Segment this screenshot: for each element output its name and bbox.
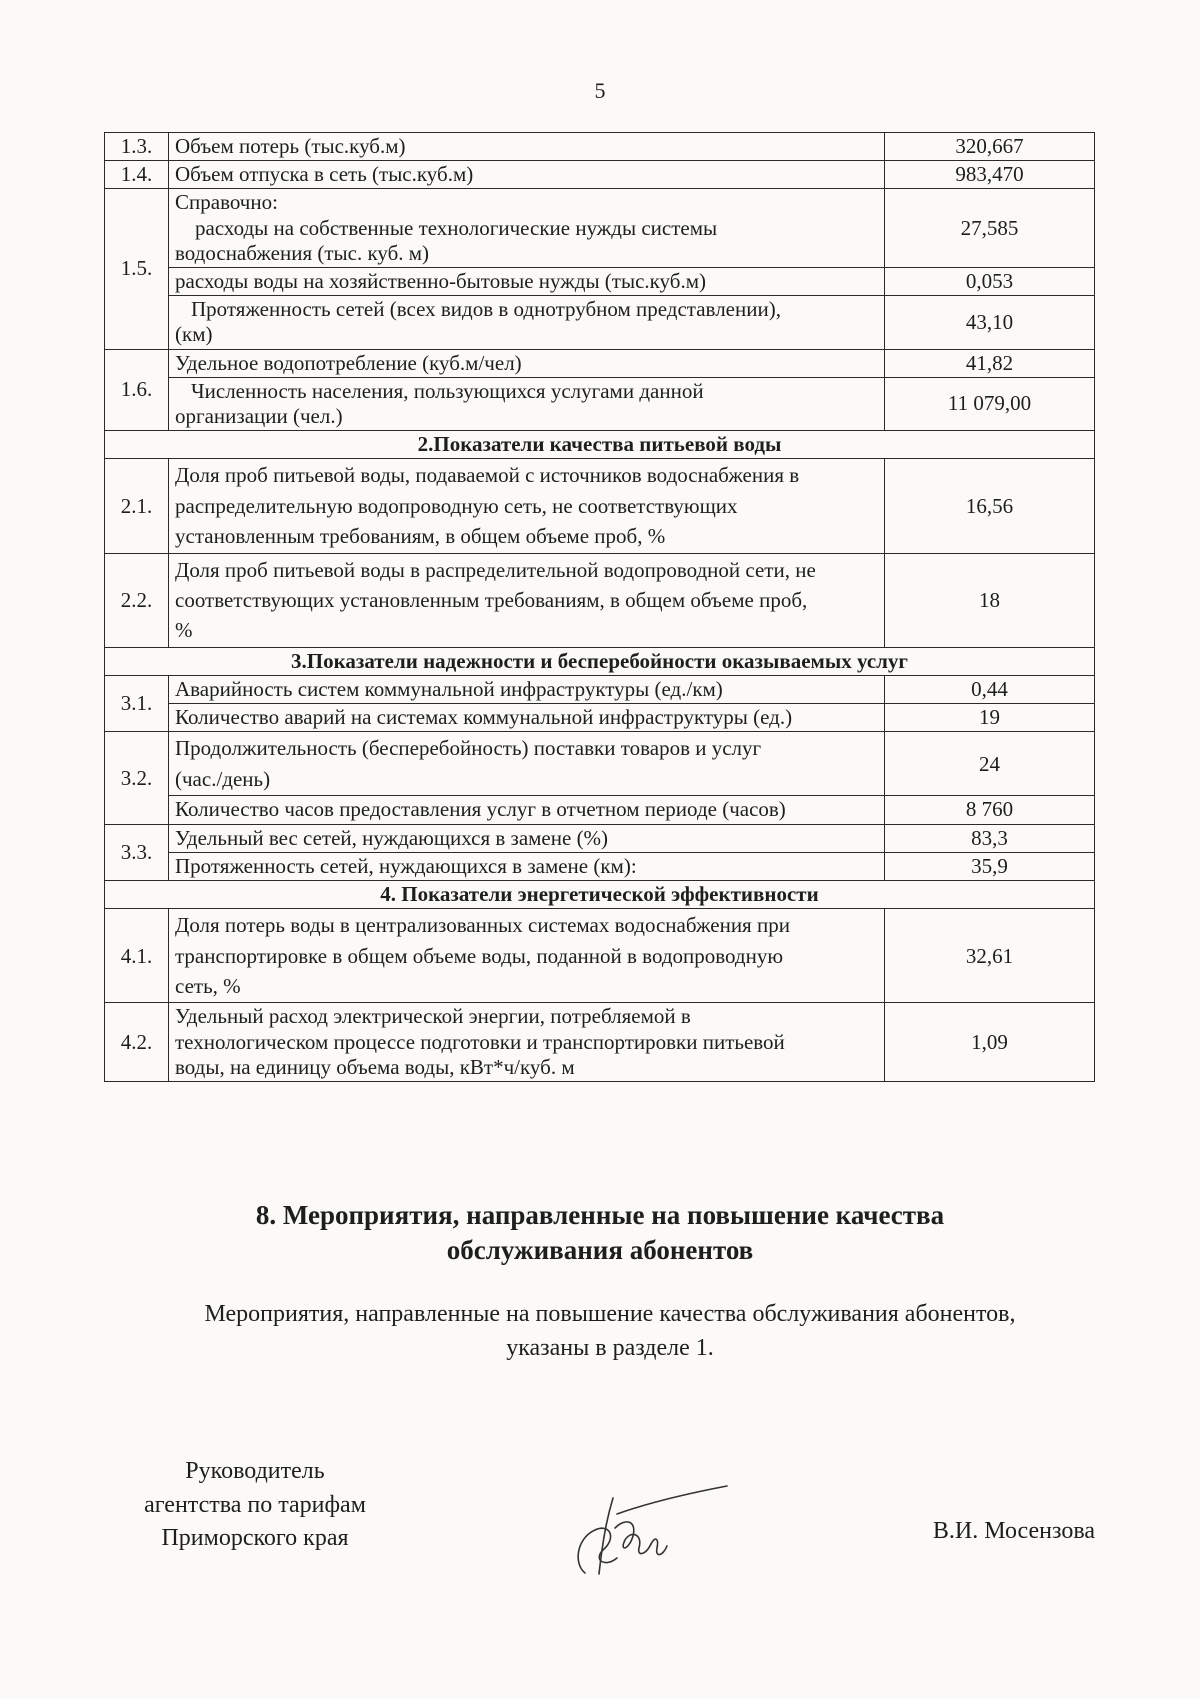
table-row [105,852,1095,880]
row-value: 0,44 [885,676,1095,704]
row-label-line: соответствующих установленным требованиям, в общем объеме проб, [175,588,808,612]
row-value: 24 [885,732,1095,796]
row-label: Количество аварий на системах коммунальной инфраструктуры (ед.) [169,704,885,732]
row-value: 1,09 [885,1003,1095,1082]
row-value: 11 079,00 [885,377,1095,430]
row-label-line: Доля потерь воды в централизованных системах водоснабжения при [175,913,790,938]
row-label: Аварийность систем коммунальной инфраструктуры (ед./км) [169,676,885,704]
row-number: 3.1. [105,676,169,732]
row-number: 1.6. [105,349,169,431]
section-title: 4. Показатели энергетической эффективности [105,880,1095,908]
row-value: 19 [885,704,1095,732]
row-label-line: расходы на собственные технологические нужды системы [195,215,718,240]
row-label-line: организации (чел.) [175,403,343,428]
row-number: 3.2. [105,732,169,824]
table-row [105,459,1095,553]
row-value: 32,61 [885,909,1095,1003]
row-label-line: (час./день) [175,766,271,791]
row-label-line: распределительную водопроводную сеть, не соответствующих [175,493,738,518]
row-number: 4.1. [105,909,169,1003]
table-row [105,824,1095,852]
table-row [105,732,1095,796]
row-number: 1.5. [105,189,169,349]
row-label [169,1003,885,1082]
row-label-line: Удельный расход электрической энергии, потребляемой в [175,1004,691,1029]
section-8-heading-line: обслуживания абонентов [446,1235,754,1266]
row-label-line: установленным требованиям, в общем объеме проб, % [175,524,666,549]
row-label-line: Доля проб питьевой воды в распределительной водопроводной сети, не [175,557,816,582]
row-number: 1.3. [105,133,169,161]
signatory-name: В.И. Мосензова [932,1518,1095,1544]
row-label-line: сеть, % [175,973,241,998]
row-number: 1.4. [105,161,169,189]
section-8-heading [0,1198,1200,1268]
row-label: Удельный вес сетей, нуждающихся в замене (%) [169,824,885,852]
table-row [105,909,1095,1003]
row-label: Количество часов предоставления услуг в отчетном периоде (часов) [169,796,885,824]
signatory-position-line: агентства по тарифам [144,1491,366,1518]
row-label [169,377,885,430]
row-number: 4.2. [105,1003,169,1082]
page-number: 5 [594,78,606,103]
table-row [105,1003,1095,1082]
section-row [105,647,1095,675]
row-label-line: водоснабжения (тыс. куб. м) [175,240,430,265]
table-row [105,267,1095,295]
table-row [105,349,1095,377]
row-label [169,553,885,647]
table-row [105,704,1095,732]
row-label: Удельное водопотребление (куб.м/чел) [169,349,885,377]
signatory-position-line: Руководитель [185,1458,325,1484]
row-value: 983,470 [885,161,1095,189]
row-value: 18 [885,553,1095,647]
row-label-line: воды, на единицу объема воды, кВт*ч/куб. м [175,1054,575,1079]
row-value: 41,82 [885,349,1095,377]
table-row [105,553,1095,647]
row-label-line: % [175,618,193,643]
row-number: 3.3. [105,824,169,880]
row-label: Объем потерь (тыс.куб.м) [169,133,885,161]
row-label: Объем отпуска в сеть (тыс.куб.м) [169,161,885,189]
indicators-table [104,132,1095,1082]
table-row [105,133,1095,161]
section-8-paragraph [120,1298,1100,1365]
section-title: 3.Показатели надежности и бесперебойности оказываемых услуг [105,647,1095,675]
row-value: 83,3 [885,824,1095,852]
row-label: Протяженность сетей, нуждающихся в замене (км): [169,852,885,880]
row-label [169,459,885,553]
row-value: 43,10 [885,296,1095,349]
row-label-line: Продолжительность (бесперебойность) поставки товаров и услуг [175,736,762,761]
row-number: 2.1. [105,459,169,553]
table-row [105,377,1095,430]
table-row [105,796,1095,824]
row-label-line: Справочно: [175,190,278,215]
signatory-position-line: Приморского края [161,1525,349,1552]
section-8-heading-line: 8. Мероприятия, направленные на повышение качества [255,1200,945,1230]
row-value: 16,56 [885,459,1095,553]
row-value: 320,667 [885,133,1095,161]
row-number: 2.2. [105,553,169,647]
row-label [169,189,885,268]
table-row [105,296,1095,349]
section-row [105,880,1095,908]
row-label [169,732,885,796]
row-label-line: (км) [175,322,213,347]
row-label-line: транспортировке в общем объеме воды, поданной в водопроводную [175,943,784,968]
row-value: 8 760 [885,796,1095,824]
section-8-paragraph-line: Мероприятия, направленные на повышение качества обслуживания абонентов, [204,1301,1016,1327]
row-value: 35,9 [885,852,1095,880]
row-value: 27,585 [885,189,1095,268]
section-8-paragraph-line: указаны в разделе 1. [506,1334,714,1361]
section-title: 2.Показатели качества питьевой воды [105,431,1095,459]
row-label-line: Протяженность сетей (всех видов в однотрубном представлении), [191,297,781,322]
section-row [105,431,1095,459]
row-value: 0,053 [885,267,1095,295]
table-row [105,189,1095,268]
row-label [169,909,885,1003]
row-label-line: технологическом процессе подготовки и транспортировки питьевой [175,1029,785,1054]
row-label-line: Численность населения, пользующихся услугами данной [191,378,704,403]
table-row [105,161,1095,189]
signatory-position [110,1455,400,1556]
table-row [105,676,1095,704]
handwritten-signature [555,1478,735,1588]
row-label-line: Доля проб питьевой воды, подаваемой с источников водоснабжения в [175,463,800,488]
row-label: расходы воды на хозяйственно-бытовые нужды (тыс.куб.м) [169,267,885,295]
row-label [169,296,885,349]
